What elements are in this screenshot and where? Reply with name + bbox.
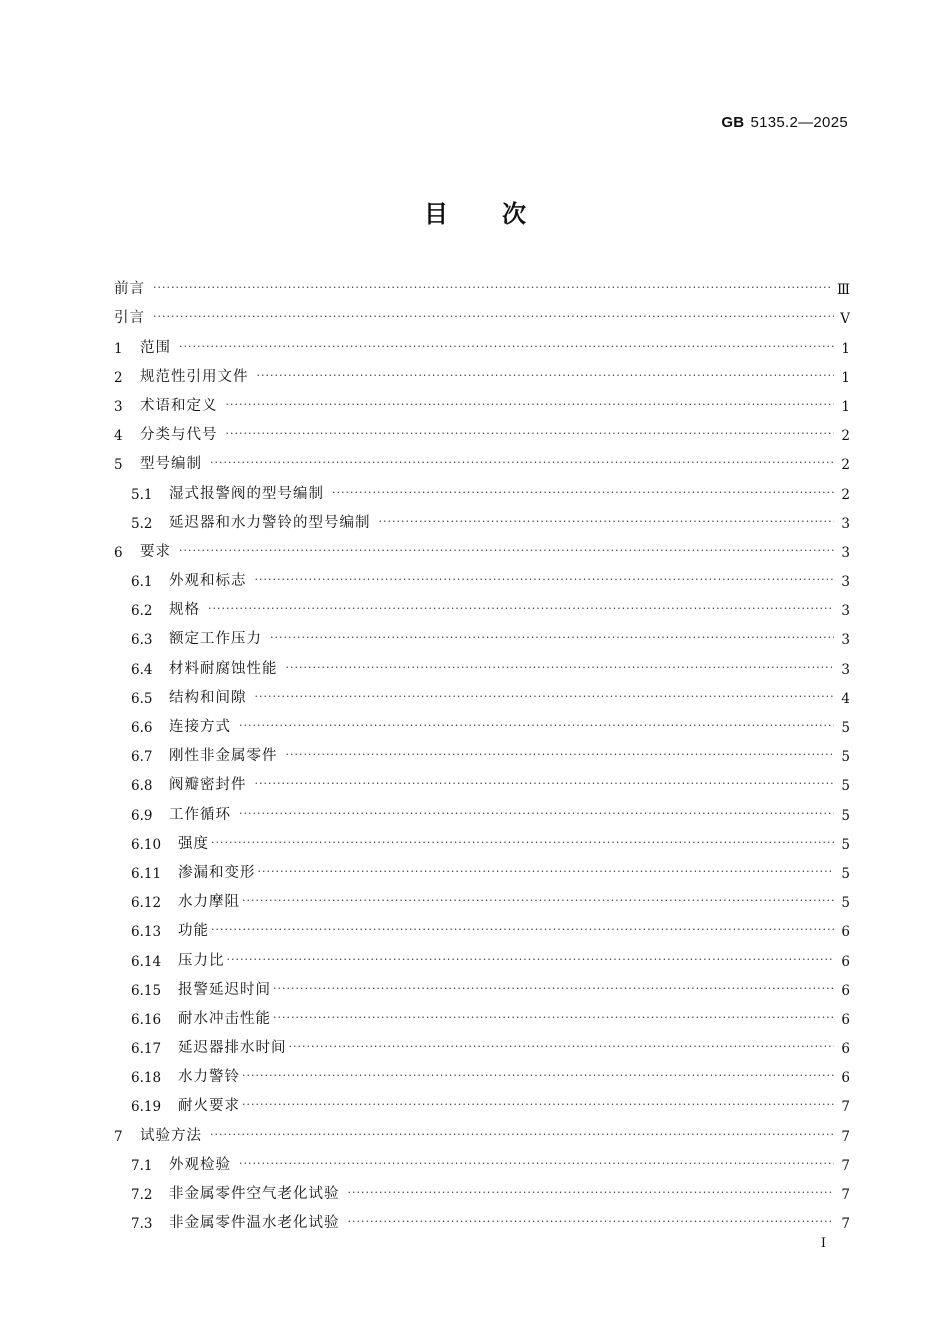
toc-dot-leader (255, 690, 835, 704)
toc-entry-page: 5 (841, 749, 850, 766)
toc-entry-number: 6.19 (131, 1099, 162, 1116)
toc-entry-label: 非金属零件空气老化试验 (169, 1186, 340, 1202)
toc-entry-number: 6.15 (131, 982, 162, 999)
toc-entry-number: 6.11 (131, 865, 162, 882)
toc-entry-number: 3 (114, 398, 123, 415)
toc-entry[interactable] (114, 444, 850, 473)
toc-entry-number: 5.1 (131, 486, 153, 503)
toc-dot-leader (270, 631, 834, 645)
toc-entry-number: 6.6 (131, 720, 153, 736)
toc-entry-label: 报警延迟时间 (178, 981, 271, 998)
toc-entry-label: 分类与代号 (140, 427, 218, 444)
toc-entry-page: Ⅲ (836, 282, 850, 299)
toc-entry[interactable] (114, 386, 850, 415)
toc-entry-number: 6.8 (131, 778, 153, 795)
toc-entry-number: 7.2 (131, 1187, 153, 1203)
toc-entry-page: 7 (841, 1099, 850, 1116)
toc-entry-page: 6 (841, 1070, 850, 1087)
toc-entry-number: 7.1 (131, 1157, 153, 1174)
toc-dot-leader (226, 427, 835, 441)
toc-entry-label: 延迟器排水时间 (178, 1040, 287, 1057)
standard-code (721, 114, 848, 131)
toc-entry-number: 7 (114, 1128, 123, 1145)
toc-entry-label: 结构和间隙 (169, 689, 247, 706)
toc-dot-leader (242, 1098, 834, 1112)
toc-entry[interactable] (114, 532, 850, 561)
toc-entry-page: 3 (841, 661, 850, 678)
toc-entry-label: 强度 (178, 835, 209, 852)
toc-entry-page: 7 (841, 1187, 850, 1203)
toc-entry-page: 5 (841, 836, 850, 853)
toc-entry[interactable] (114, 473, 850, 502)
toc-entry-page: 6 (841, 924, 850, 941)
toc-entry-number: 6.4 (131, 661, 153, 678)
toc-entry-page: 7 (841, 1157, 850, 1174)
toc-dot-leader (257, 369, 835, 383)
toc-entry-page: 5 (841, 865, 850, 882)
toc-dot-leader (179, 340, 834, 354)
toc-dot-leader (255, 573, 835, 587)
toc-entry[interactable] (114, 765, 850, 794)
toc-entry-label: 要求 (140, 543, 171, 560)
toc-entry-page: 1 (841, 369, 850, 386)
toc-dot-leader (348, 1215, 835, 1229)
page-title: 目次 (424, 199, 580, 228)
standard-number: 5135.2—2025 (750, 114, 848, 131)
toc-entry-number: 6 (114, 544, 123, 561)
toc-entry-number: 2 (114, 369, 123, 386)
toc-dot-leader (239, 1157, 834, 1171)
toc-entry[interactable] (114, 736, 850, 765)
toc-dot-leader (226, 398, 835, 412)
toc-entry-number: 6.9 (131, 807, 153, 824)
toc-entry[interactable] (114, 970, 850, 999)
toc-entry-page: 1 (841, 398, 850, 415)
toc-entry-number: 7.3 (131, 1216, 153, 1233)
toc-entry[interactable] (114, 269, 850, 298)
toc-entry-number: 6.5 (131, 690, 153, 707)
toc-entry-label: 试验方法 (140, 1127, 202, 1144)
toc-dot-leader (255, 777, 835, 791)
toc-entry[interactable] (114, 327, 850, 356)
toc-entry-label: 延迟器和水力警铃的型号编制 (169, 514, 371, 531)
toc-entry[interactable] (114, 1203, 850, 1232)
toc-entry[interactable] (114, 824, 850, 853)
toc-entry[interactable] (114, 503, 850, 532)
toc-entry-label: 耐火要求 (178, 1098, 240, 1115)
toc-entry-label: 材料耐腐蚀性能 (169, 660, 278, 677)
table-of-contents (114, 269, 850, 1232)
toc-entry-number: 6.17 (131, 1041, 162, 1058)
toc-entry[interactable] (114, 1115, 850, 1144)
toc-entry[interactable] (114, 678, 850, 707)
toc-entry-number: 6.14 (131, 953, 162, 970)
toc-entry-label: 非金属零件温水老化试验 (169, 1215, 340, 1232)
toc-dot-leader (286, 748, 835, 762)
toc-dot-leader (332, 486, 834, 500)
toc-dot-leader (239, 807, 834, 821)
toc-entry-label: 水力警铃 (178, 1069, 240, 1086)
toc-entry-number: 6.3 (131, 632, 153, 649)
toc-entry-number: 6.10 (131, 836, 162, 853)
toc-entry-page: 3 (841, 574, 850, 591)
toc-dot-leader (153, 310, 834, 324)
toc-entry[interactable] (114, 1057, 850, 1086)
toc-entry-label: 湿式报警阀的型号编制 (169, 485, 324, 502)
toc-entry-label: 型号编制 (140, 456, 202, 473)
toc-dot-leader (239, 719, 834, 733)
toc-entry-label: 额定工作压力 (169, 631, 262, 648)
toc-dot-leader (208, 602, 834, 616)
toc-dot-leader (258, 865, 835, 879)
toc-entry-page: 3 (841, 515, 850, 532)
toc-entry-page: 7 (841, 1128, 850, 1145)
toc-dot-leader (289, 1040, 835, 1054)
toc-dot-leader (211, 836, 834, 850)
toc-dot-leader (153, 281, 831, 295)
toc-entry-number: 5 (114, 457, 123, 474)
toc-entry[interactable] (114, 911, 850, 940)
standard-prefix: GB (721, 114, 745, 131)
toc-entry-page: 6 (841, 1041, 850, 1058)
toc-entry-number: 6.13 (131, 924, 162, 941)
toc-entry[interactable] (114, 415, 850, 444)
toc-entry-label: 前言 (114, 281, 145, 298)
toc-entry-page: 6 (841, 982, 850, 999)
toc-entry[interactable] (114, 357, 850, 386)
toc-dot-leader (242, 894, 834, 908)
toc-entry-label: 引言 (114, 310, 145, 327)
toc-entry-label: 术语和定义 (140, 397, 218, 414)
toc-dot-leader (286, 661, 835, 675)
toc-dot-leader (211, 923, 834, 937)
toc-entry[interactable] (114, 940, 850, 969)
toc-entry-page: 5 (841, 807, 850, 824)
toc-entry-label: 工作循环 (169, 806, 231, 823)
toc-entry-page: 3 (841, 603, 850, 620)
toc-entry[interactable] (114, 794, 850, 823)
toc-entry[interactable] (114, 1145, 850, 1174)
toc-entry-number: 6.2 (131, 603, 153, 620)
toc-entry-label: 功能 (178, 923, 209, 940)
toc-entry[interactable] (114, 561, 850, 590)
toc-entry-number: 5.2 (131, 515, 153, 532)
page-number: Ⅰ (820, 1236, 826, 1251)
toc-entry-page: 4 (841, 690, 850, 707)
toc-entry-label: 渗漏和变形 (178, 864, 256, 881)
toc-dot-leader (379, 515, 835, 529)
toc-entry[interactable] (114, 590, 850, 619)
toc-entry[interactable] (114, 707, 850, 736)
toc-entry-label: 外观和标志 (169, 573, 247, 590)
toc-dot-leader (179, 544, 834, 558)
toc-entry-page: 6 (841, 1011, 850, 1028)
toc-entry[interactable] (114, 882, 850, 911)
toc-entry-number: 4 (114, 428, 123, 445)
toc-entry-number: 6.18 (131, 1070, 162, 1087)
toc-entry-label: 外观检验 (169, 1156, 231, 1173)
toc-entry-page: 1 (841, 340, 850, 357)
toc-entry[interactable] (114, 1028, 850, 1057)
toc-entry[interactable] (114, 648, 850, 677)
toc-entry-label: 阀瓣密封件 (169, 777, 247, 794)
toc-entry-label: 规格 (169, 602, 200, 619)
toc-entry[interactable] (114, 1086, 850, 1115)
toc-entry[interactable] (114, 999, 850, 1028)
toc-entry-label: 规范性引用文件 (140, 368, 249, 385)
toc-entry[interactable] (114, 853, 850, 882)
toc-dot-leader (227, 953, 835, 967)
toc-entry-label: 压力比 (178, 952, 225, 969)
toc-entry-page: 2 (841, 486, 850, 503)
toc-dot-leader (273, 982, 834, 996)
toc-entry-page: 5 (841, 720, 850, 736)
toc-entry-page: 6 (841, 953, 850, 970)
toc-entry-number: 6.7 (131, 749, 153, 766)
toc-entry-page: Ⅴ (840, 311, 850, 328)
toc-entry-label: 范围 (140, 339, 171, 356)
toc-entry-label: 耐水冲击性能 (178, 1010, 271, 1027)
toc-entry[interactable] (114, 619, 850, 648)
toc-entry[interactable] (114, 1174, 850, 1203)
toc-entry-page: 5 (841, 895, 850, 912)
toc-entry-page: 3 (841, 544, 850, 561)
toc-dot-leader (273, 1011, 834, 1025)
toc-entry-label: 连接方式 (169, 719, 231, 735)
toc-entry-page: 2 (841, 428, 850, 445)
toc-entry[interactable] (114, 298, 850, 327)
toc-dot-leader (210, 456, 834, 470)
toc-entry-number: 6.16 (131, 1011, 162, 1028)
toc-entry-page: 5 (841, 778, 850, 795)
toc-entry-page: 3 (841, 632, 850, 649)
toc-entry-label: 刚性非金属零件 (169, 748, 278, 765)
toc-entry-number: 6.12 (131, 895, 162, 912)
toc-entry-page: 2 (841, 457, 850, 474)
toc-entry-number: 1 (114, 340, 123, 357)
toc-entry-page: 7 (841, 1216, 850, 1233)
toc-dot-leader (348, 1186, 835, 1200)
toc-dot-leader (210, 1128, 834, 1142)
toc-entry-number: 6.1 (131, 574, 153, 591)
toc-dot-leader (242, 1069, 834, 1083)
toc-entry-label: 水力摩阻 (178, 894, 240, 911)
